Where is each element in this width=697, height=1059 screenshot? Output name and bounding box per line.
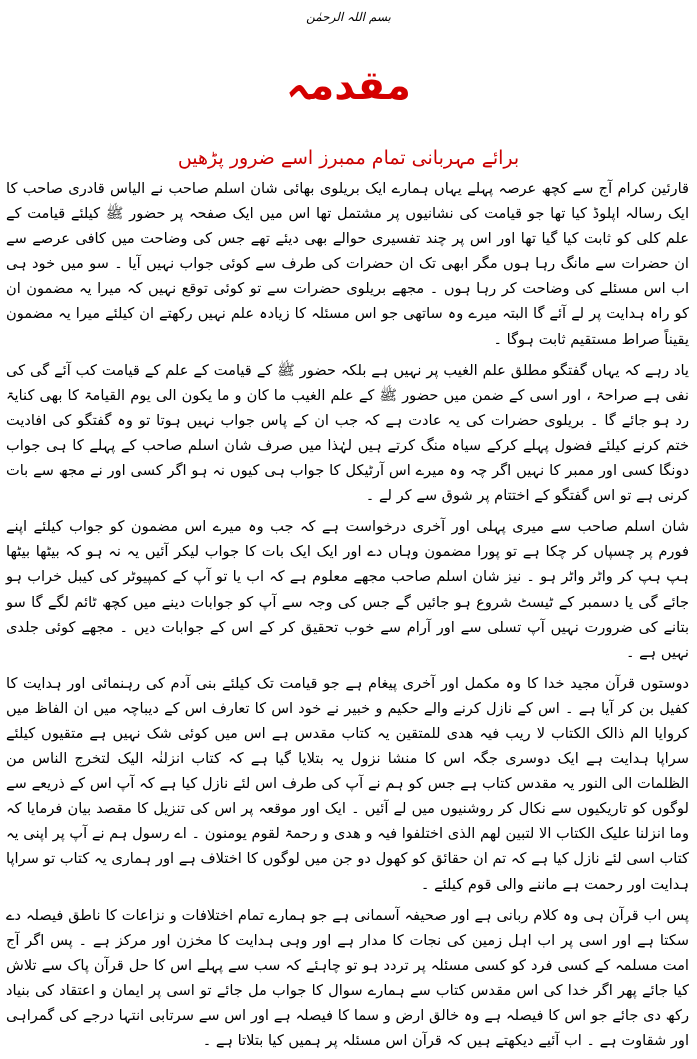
paragraph: شان اسلم صاحب سے میری پہلی اور آخری درخواست ہے کہ جب وہ میرے اس مضمون کو جواب کیلئے اپنے فورم پر چسپاں کر چکا ہے تو پورا مضمون وہاں دے اور ایک ایک بات کا جواب لیکر آئیں یہ نہ ہو کہ بیٹھا بیٹھا ہپ ہپ کر واٹر واٹر ہو ۔ نیز شان اسلم صاحب مجھے معلوم ہے کہ اب یا تو آپ کے کمپیوٹر کی کیبل خراب ہو جائے گی یا دسمبر کے ٹیسٹ شروع ہو جائیں گے جس کی وجہ سے آپ کو جوابات دینے میں کچھ ٹائم لگے گا سو بتانے کی ضرورت نہیں آپ تسلی سے اور آرام سے خوب تحقیق کر کے اس کے جوابات دیں ۔ مجھے کوئی جلدی نہیں ہے ۔ bbox=[6, 518, 689, 661]
paragraph: یاد رہے کہ یہاں گفتگو مطلق علم الغیب پر نہیں ہے بلکہ حضور ﷺ کے قیامت کے علم کے قیامت کب آئے گی کی نفی ہے صراحۃ ، اور اسی کے ضمن میں حضور ﷺ کے علم الغیب ما کان و ما یکون الی یوم القیامۃ کا بھی کنایۃ رد ہو جائے گا ۔ بریلوی حضرات کی یہ عادت ہے کہ جب ان کے پاس جواب نہیں ہوتا تو وہ گفتگو کی افادیت ختم کرنے کیلئے فضول پہلے کرکے سیاہ منگ کرتے ہیں لہٰذا میں صرف شان اسلم صاحب کے پہلے کا ہی جواب دونگا کسی اور ممبر کا نہیں اگر چہ وہ میرے اس آرٹیکل کا جواب ہی کیوں نہ ہو اگر کسی اور نے مجھ سے بات کرنی ہے تو اس گفتگو کے اختتام پر شوق سے کر لے ۔ bbox=[6, 361, 689, 505]
article-body bbox=[6, 176, 689, 1059]
paragraph: پس اب قرآن ہی وہ کلام ربانی ہے اور صحیفہ آسمانی ہے جو ہمارے تمام اختلافات و نزاعات کا ناطق فیصلہ دے سکتا ہے اور اسی پر اب اہل زمین کی نجات کا مدار ہے اور وہی ہدایت کا مخزن اور مرکز ہے ۔ پس اگر آج امت مسلمہ کے کسی فرد کو کسی مسئلہ پر تردد ہو تو چاہئے کہ سب سے پہلے اس کا حل قرآن پاک سے تلاش کیا جائے پھر اگر خدا کی اس مقدس کتاب سے ہمارے سوال کا جواب مل جائے تو اسی پر ایمان و اعتقاد کی بنیاد رکھ دی جائے جو اس کا فیصلہ ہے وہ خالق ارض و سما کا فیصلہ ہے اور اس سے سرتابی انتہا درجے کی گمراہی اور شقاوت ہے ۔ اب آئیے دیکھتے ہیں کہ قرآن اس مسئلہ پر ہمیں کیا بتلاتا ہے ۔ bbox=[6, 906, 689, 1050]
subtitle-notice: برائے مہربانی تمام ممبرز اسے ضرور پڑھیں bbox=[177, 147, 520, 169]
bismillah-heading: بسم اللہ الرحمٰن bbox=[306, 10, 391, 24]
page-title: مقدمہ bbox=[286, 63, 411, 109]
paragraph: دوستوں قرآن مجید خدا کا وہ مکمل اور آخری پیغام ہے جو قیامت تک کیلئے بنی آدم کی رہنمائی اور ہدایت کا کفیل بن کر آیا ہے ۔ اس کے نازل کرنے والے حکیم و خبیر نے خود اس کا تعارف اس کے دیباچہ میں ان الفاظ میں کروایا الم ذالک الکتاب لا ریب فیہ ھدی للمتقین یہ کتاب مقدس ہے اس میں کوئی شک نہیں ہے متقیوں کیلئے سراپا ہدایت ہے ایک دوسری جگہ اس کا منشا نزول یہ بتلایا گیا ہے کہ کتاب انزلنٰہ الیک لتخرج الناس من الظلمات الی النور یہ مقدس کتاب ہے جس کو ہم نے آپ کی طرف اس لئے نازل کیا ہے کہ آپ اس کے ذریعے سے لوگوں کو تاریکیوں سے نکال کر روشنیوں میں لے آئیں ۔ ایک اور موقعہ پر اس کی تنزیل کا مقصد بیان فرمایا کہ وما انزلنا علیک الکتاب الا لتبین لھم الذی اختلفوا فیہ و ھدی و رحمۃ لقوم یومنون ۔ اے رسول ہم نے آپ پر اپنی یہ کتاب اسی لئے نازل کیا ہے کہ تم ان حقائق کو کھول دو جن میں لوگوں کا اختلاف ہے اور ہماری یہ کتاب تو سراپا ہدایت اور رحمت ہے ماننے والی قوم کیلئے ۔ bbox=[6, 674, 689, 893]
paragraph: قارئین کرام آج سے کچھ عرصہ پہلے یہاں ہمارے ایک بریلوی بھائی شان اسلم صاحب نے الیاس قادری صاحب کا ایک رسالہ اپلوڈ کیا تھا جو قیامت کی نشانیوں پر مشتمل تھا اس میں ایک صفحہ پر حضور ﷺ کیلئے قیامت کے علم کلی کو ثابت کیا گیا تھا اور اس پر چند تفسیری حوالے بھی دیئے تھے جس کی وضاحت میں کافی عرصے سے ان حضرات سے مانگ رہا ہوں مگر ابھی تک ان حضرات کی طرف سے کوئی جواب نہیں آیا ۔ سو میں خود ہی اب اس مسئلے کی وضاحت کر رہا ہوں ۔ مجھے بریلوی حضرات سے تو کوئی توقع نہیں کہ میرا یہ مضمون ان کو راہ ہدایت پر لے آئے گا البتہ میرے وہ ساتھی جو اس مسئلہ کا زیادہ علم نہیں رکھتے ان کیلئے میرا یہ مضمون یقیناً صراط مستقیم ثابت ہوگا ۔ bbox=[6, 180, 689, 348]
